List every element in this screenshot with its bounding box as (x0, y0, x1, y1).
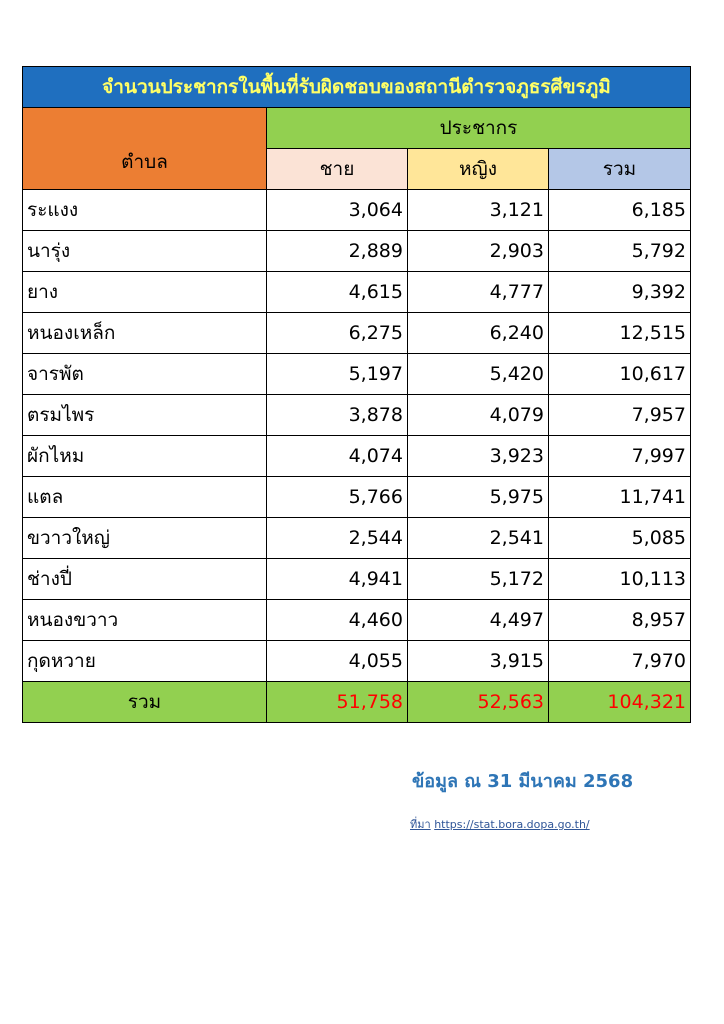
summary-female-total: 52,563 (408, 682, 549, 723)
population-table (22, 66, 691, 723)
table-row (23, 600, 691, 641)
total-value-cell: 11,741 (549, 477, 691, 518)
tambon-name-cell: ช่างปี่ (23, 559, 267, 600)
male-value-cell: 4,055 (267, 641, 408, 682)
male-value-cell: 4,074 (267, 436, 408, 477)
table-row (23, 477, 691, 518)
male-value-cell: 5,197 (267, 354, 408, 395)
female-value-cell: 2,541 (408, 518, 549, 559)
table-row (23, 231, 691, 272)
female-value-cell: 5,172 (408, 559, 549, 600)
female-value-cell: 4,497 (408, 600, 549, 641)
tambon-name-cell: หนองเหล็ก (23, 313, 267, 354)
total-value-cell: 8,957 (549, 600, 691, 641)
tambon-name-cell: กุดหวาย (23, 641, 267, 682)
title-row (23, 67, 691, 108)
female-header: หญิง (408, 149, 549, 190)
male-value-cell: 3,064 (267, 190, 408, 231)
tambon-name-cell: ผักไหม (23, 436, 267, 477)
total-value-cell: 7,970 (549, 641, 691, 682)
tambon-header: ตำบล (23, 108, 267, 190)
total-value-cell: 5,792 (549, 231, 691, 272)
tambon-name-cell: ขวาวใหญ่ (23, 518, 267, 559)
table-row (23, 436, 691, 477)
table-row (23, 354, 691, 395)
population-sheet (22, 66, 690, 723)
table-row (23, 641, 691, 682)
source-label: ที่มา (410, 818, 431, 831)
source-link[interactable]: https://stat.bora.dopa.go.th/ (434, 818, 590, 831)
summary-row (23, 682, 691, 723)
tambon-name-cell: หนองขวาว (23, 600, 267, 641)
tambon-name-cell: ระแงง (23, 190, 267, 231)
source-line (410, 815, 590, 833)
summary-male-total: 51,758 (267, 682, 408, 723)
table-row (23, 190, 691, 231)
male-value-cell: 3,878 (267, 395, 408, 436)
total-value-cell: 9,392 (549, 272, 691, 313)
male-value-cell: 6,275 (267, 313, 408, 354)
total-value-cell: 5,085 (549, 518, 691, 559)
female-value-cell: 4,079 (408, 395, 549, 436)
table-row (23, 272, 691, 313)
female-value-cell: 5,975 (408, 477, 549, 518)
as-of-date: ข้อมูล ณ 31 มีนาคม 2568 (412, 771, 634, 792)
female-value-cell: 6,240 (408, 313, 549, 354)
population-header: ประชากร (267, 108, 691, 149)
female-value-cell: 3,915 (408, 641, 549, 682)
header-row-1 (23, 108, 691, 149)
tambon-name-cell: จารพัต (23, 354, 267, 395)
summary-grand-total: 104,321 (549, 682, 691, 723)
total-header: รวม (549, 149, 691, 190)
male-value-cell: 4,615 (267, 272, 408, 313)
total-value-cell: 6,185 (549, 190, 691, 231)
table-row (23, 313, 691, 354)
male-value-cell: 4,460 (267, 600, 408, 641)
female-value-cell: 3,923 (408, 436, 549, 477)
tambon-name-cell: ตรมไพร (23, 395, 267, 436)
male-value-cell: 4,941 (267, 559, 408, 600)
total-value-cell: 10,617 (549, 354, 691, 395)
male-header: ชาย (267, 149, 408, 190)
male-value-cell: 2,544 (267, 518, 408, 559)
table-row (23, 395, 691, 436)
total-value-cell: 12,515 (549, 313, 691, 354)
total-value-cell: 10,113 (549, 559, 691, 600)
tambon-name-cell: แตล (23, 477, 267, 518)
summary-label: รวม (23, 682, 267, 723)
tambon-name-cell: ยาง (23, 272, 267, 313)
female-value-cell: 5,420 (408, 354, 549, 395)
table-row (23, 518, 691, 559)
table-row (23, 559, 691, 600)
male-value-cell: 2,889 (267, 231, 408, 272)
tambon-name-cell: นารุ่ง (23, 231, 267, 272)
total-value-cell: 7,957 (549, 395, 691, 436)
female-value-cell: 3,121 (408, 190, 549, 231)
male-value-cell: 5,766 (267, 477, 408, 518)
female-value-cell: 4,777 (408, 272, 549, 313)
total-value-cell: 7,997 (549, 436, 691, 477)
table-title: จำนวนประชากรในพื้นที่รับผิดชอบของสถานีตำรวจภูธรศีขรภูมิ (23, 67, 691, 108)
female-value-cell: 2,903 (408, 231, 549, 272)
